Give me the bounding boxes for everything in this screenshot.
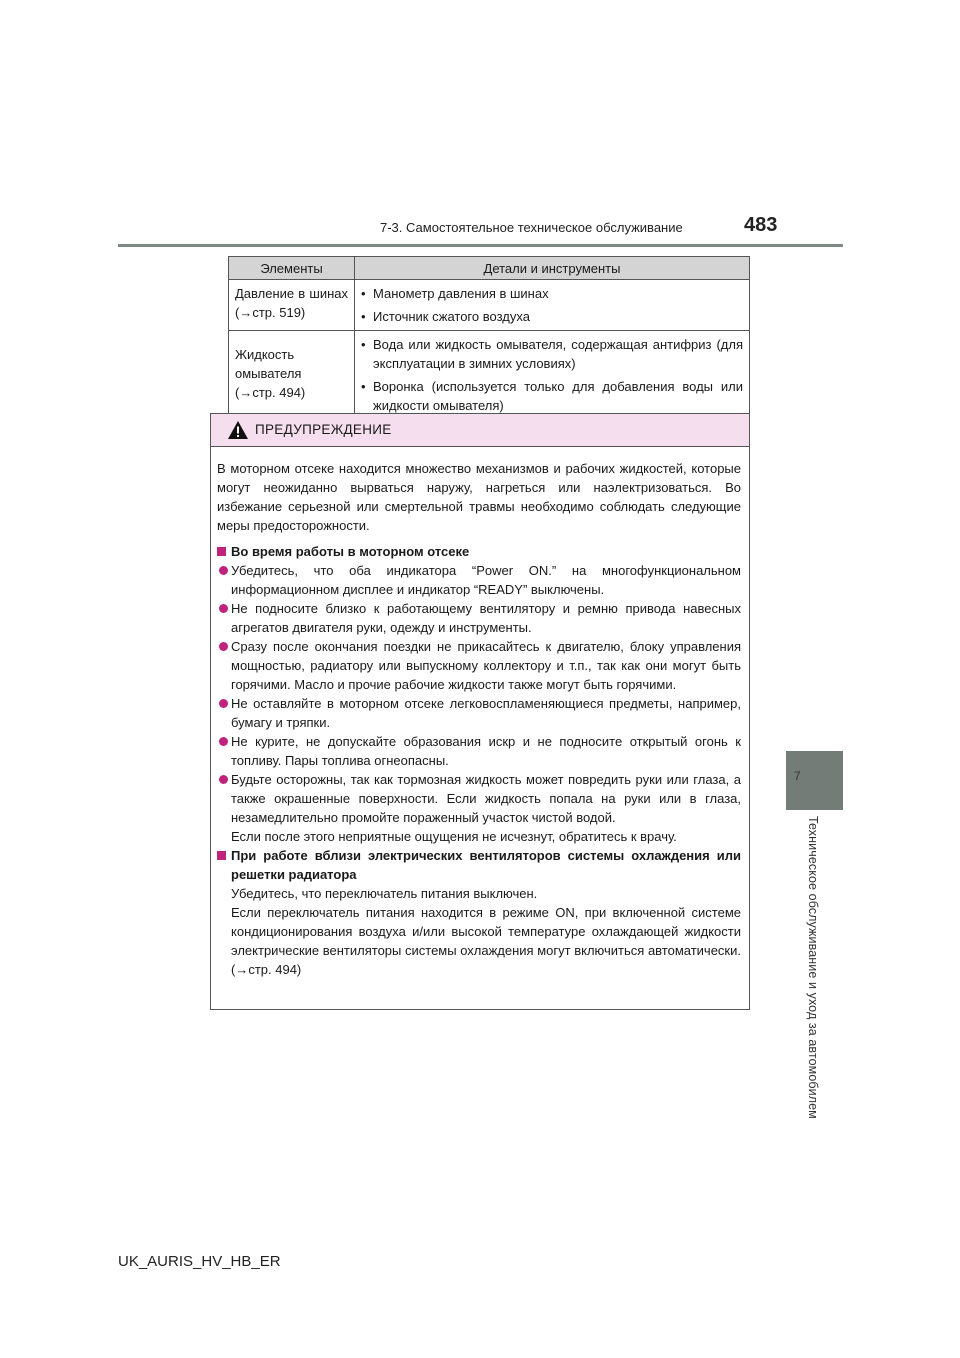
list-item: • Источник сжатого воздуха: [361, 307, 743, 326]
warning-header: [211, 414, 749, 447]
subsection-title: Во время работы в моторном отсеке: [231, 544, 470, 559]
column-header-elements: Элементы: [229, 257, 355, 280]
list-item: • Вода или жидкость омывателя, содержащая антифриз (для эксплуатации в зимних условиях): [361, 335, 743, 373]
table-header-row: [229, 257, 750, 280]
square-bullet-icon: [217, 547, 226, 556]
circle-bullet-icon: [219, 775, 228, 784]
warning-intro: В моторном отсеке находится множество механизмов и рабочих жидкостей, которые могут неожиданно вырваться наружу, нагреться или наэлектризоваться. Во избежание серьезной или смертельной травмы необходимо соблюдать следующие меры предосторожности.: [217, 461, 741, 533]
warning-body: [211, 447, 749, 979]
header-rule: [118, 244, 843, 247]
subsection-heading: [217, 846, 741, 884]
element-name: омывателя: [235, 366, 302, 381]
square-bullet-icon: [217, 851, 226, 860]
list-item: • Воронка (используется только для добавления воды или жидкости омывателя): [361, 377, 743, 415]
circle-bullet-icon: [219, 737, 228, 746]
list-item-text: Будьте осторожны, так как тормозная жидкость может повредить руки или глаза, а также окрашенные поверхности. Если жидкость попала на руки или в глаза, незамедлительно промойте пораженный участок чистой водой. Если после этого неприятные ощущения не исчезнут, обратитесь к врачу.: [231, 772, 741, 844]
page-reference: (→стр. 519): [235, 305, 306, 320]
element-cell: [229, 280, 355, 331]
details-cell: [355, 280, 750, 331]
circle-bullet-icon: [219, 699, 228, 708]
tools-table: [228, 256, 750, 420]
subsection-title: При работе вблизи электрических вентиляторов системы охлаждения или решетки радиатора: [231, 848, 741, 882]
element-cell: [229, 331, 355, 420]
list-item: [217, 694, 741, 732]
page-reference: (→стр. 494): [235, 385, 306, 400]
subsection-heading: [217, 542, 741, 561]
table-row: [229, 280, 750, 331]
list-item: [217, 637, 741, 694]
section-title: 7-3. Самостоятельное техническое обслуживание: [380, 220, 683, 235]
list-item-text: Не оставляйте в моторном отсеке легковоспламеняющиеся предметы, например, бумагу и тряпки.: [231, 696, 741, 730]
element-name: Давление в шинах: [235, 286, 348, 301]
details-cell: [355, 331, 750, 420]
list-item-text: Сразу после окончания поездки не прикасайтесь к двигателю, блоку управления мощностью, радиатору или выпускному коллектору и т.п., так как они могут быть горячими. Масло и прочие рабочие жидкости также могут быть горячими.: [231, 639, 741, 692]
warning-triangle-icon: [227, 420, 249, 440]
circle-bullet-icon: [219, 566, 228, 575]
list-item-text: Убедитесь, что оба индикатора “Power ON.” на многофункциональном информационном дисплее и индикатор “READY” выключены.: [231, 563, 741, 597]
list-item: [217, 599, 741, 637]
list-item: • Манометр давления в шинах: [361, 284, 743, 303]
page-number: 483: [744, 214, 778, 236]
chapter-number: 7: [794, 769, 801, 783]
list-item: [217, 732, 741, 770]
list-item-text: Не курите, не допускайте образования искр и не подносите открытый огонь к топливу. Пары топлива огнеопасны.: [231, 734, 741, 768]
circle-bullet-icon: [219, 604, 228, 613]
circle-bullet-icon: [219, 642, 228, 651]
warning-title: ПРЕДУПРЕЖДЕНИЕ: [255, 422, 392, 437]
list-item: [217, 561, 741, 599]
chapter-title: Техническое обслуживание и уход за автомобилем: [806, 816, 820, 1119]
table-row: [229, 331, 750, 420]
list-item: [217, 770, 741, 846]
element-name: Жидкость: [235, 347, 295, 362]
subsection-text: Убедитесь, что переключатель питания выключен. Если переключатель питания находится в режиме ON, при включенной системе кондиционирования воздуха и/или высокой температуре охлаждающей жидкости электрические вентиляторы системы охлаждения могут включиться автоматически. (→стр. 494): [231, 886, 741, 977]
column-header-details: Детали и инструменты: [355, 257, 750, 280]
document-code: UK_AURIS_HV_HB_ER: [118, 1253, 281, 1270]
list-item-text: Не подносите близко к работающему вентилятору и ремню привода навесных агрегатов двигателя руки, одежду и инструменты.: [231, 601, 741, 635]
warning-box: [210, 413, 750, 1010]
